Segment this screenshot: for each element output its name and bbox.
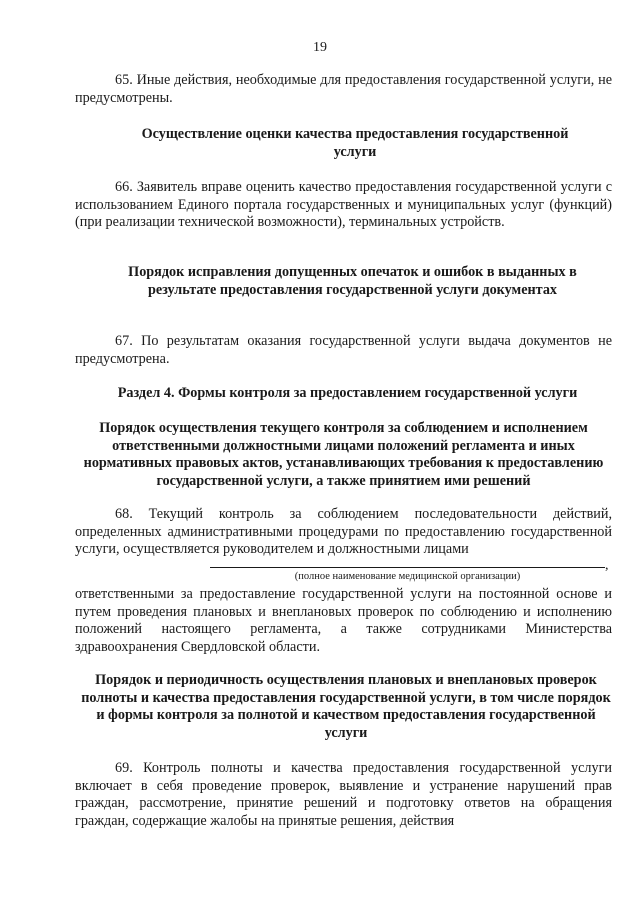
paragraph-65-text: 65. Иные действия, необходимые для предоставления государственной услуги, не предусмотрены. — [75, 72, 612, 106]
paragraph-68-part1-text: 68. Текущий контроль за соблюдением последовательности действий, определенных административными процедурами по предоставлению государственной услуги, осуществляется руководителем и должностными лицами — [75, 506, 612, 557]
paragraph-68-part1 — [75, 506, 612, 559]
paragraph-67-text: 67. По результатам оказания государственной услуги выдача документов не предусмотрена. — [75, 333, 612, 367]
heading-typo-correction — [95, 264, 610, 299]
heading-section-4-text: Раздел 4. Формы контроля за предоставлением государственной услуги — [117, 385, 578, 401]
paragraph-69 — [75, 760, 612, 830]
heading-quality-assessment-text: Осуществление оценки качества предоставления государственной услуги — [141, 126, 569, 160]
heading-periodicity-text: Порядок и периодичность осуществления плановых и внеплановых проверок полноты и качества предоставления государственной услуги, в том числе порядок и формы контроля за полнотой и качеством предоставления государственной услуги — [81, 672, 611, 741]
blank-fill-comma: , — [605, 558, 609, 573]
paragraph-68-part2 — [75, 586, 612, 656]
heading-section-4 — [85, 385, 610, 403]
blank-fill-caption: (полное наименование медицинской организации) — [294, 571, 521, 582]
page-number: 19 — [313, 40, 327, 55]
heading-current-control — [75, 420, 612, 490]
heading-periodicity — [80, 672, 612, 742]
blank-fill-line — [210, 567, 605, 568]
heading-typo-correction-text: Порядок исправления допущенных опечаток и ошибок в выданных в результате предоставления государственной услуги документах — [128, 264, 577, 298]
paragraph-65 — [75, 72, 612, 107]
heading-quality-assessment — [120, 126, 590, 161]
paragraph-67 — [75, 333, 612, 368]
heading-current-control-text: Порядок осуществления текущего контроля за соблюдением и исполнением ответственными должностными лицами положений регламента и иных нормативных правовых актов, устанавливающих требования к предоставлению государственной услуги, а также принятием ими решений — [83, 420, 604, 489]
paragraph-66 — [75, 179, 612, 232]
paragraph-68-part2-text: ответственными за предоставление государственной услуги на постоянной основе и путем проведения плановых и внеплановых проверок по соблюдению и исполнению положений настоящего регламента, а также сотрудниками Министерства здравоохранения Свердловской области. — [75, 586, 612, 655]
paragraph-66-text: 66. Заявитель вправе оценить качество предоставления государственной услуги с использованием Единого портала государственных и муниципальных услуг (функций) (при реализации технической возможности), терминальных устройств. — [75, 179, 612, 230]
paragraph-69-text: 69. Контроль полноты и качества предоставления государственной услуги включает в себя проведение проверок, выявление и устранение нарушений прав граждан, рассмотрение, принятие решений и подготовку ответов на обращения граждан, содержащие жалобы на принятые решения, действия — [75, 760, 612, 829]
